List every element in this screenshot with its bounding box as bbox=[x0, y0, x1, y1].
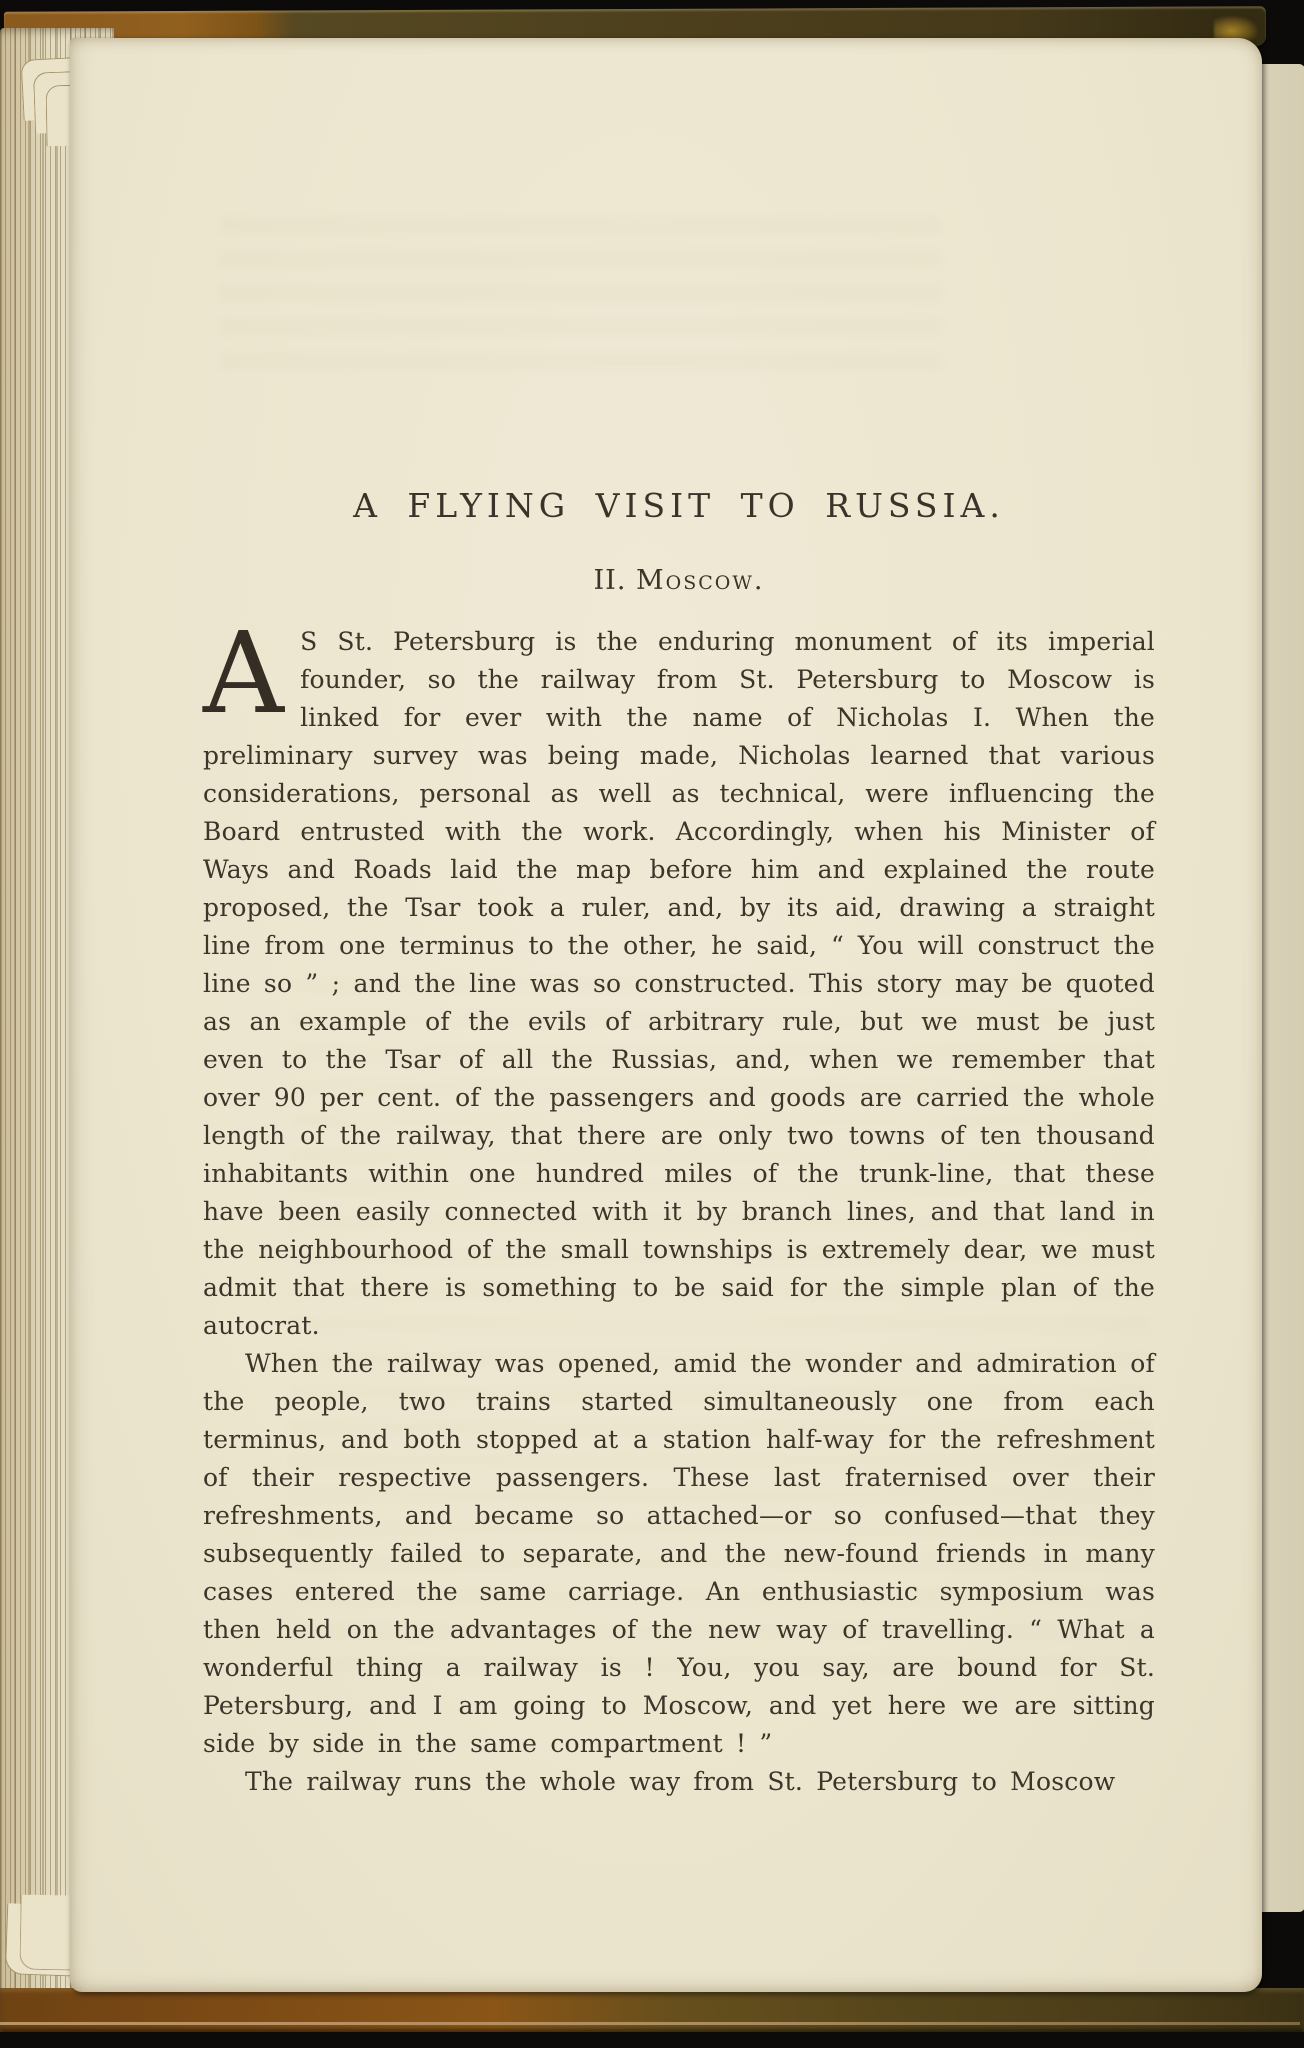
book-cover-bottom-edge bbox=[0, 1988, 1304, 2032]
paragraph-1 bbox=[203, 609, 1155, 1345]
paragraph-2: When the railway was opened, amid the wonder and admiration of the people, two trains started simultaneously one from each terminus, and both stopped at a station half-way for the refreshment of their respective passengers. These last fraternised over their refreshments, and became so attached—or so confused—that they subsequently failed to separate, and the new-found friends in many cases entered the same carriage. An enthusiastic symposium was then held on the advantages of the new way of travelling. “ What a wonderful thing a railway is ! You, you say, are bound for St. Petersburg, and I am going to Moscow, and yet here we are sitting side by side in the same compartment ! ” bbox=[203, 1349, 1155, 1758]
drop-cap: A bbox=[203, 609, 285, 739]
ink-showthrough bbox=[220, 218, 940, 388]
book-page bbox=[70, 38, 1262, 1992]
chapter-title: A FLYING VISIT TO RUSSIA. bbox=[353, 486, 1005, 525]
paragraph-3: The railway runs the whole way from St. Petersburg to Moscow bbox=[245, 1767, 1116, 1796]
cover-bottom-gilt-line bbox=[0, 2022, 1300, 2025]
page-content bbox=[203, 488, 1155, 1801]
section-heading bbox=[203, 564, 1155, 597]
body-text bbox=[203, 609, 1155, 1801]
paragraph-1-text: S St. Petersburg is the enduring monument of its imperial founder, so the railway from St. Petersburg to Moscow is linked for ever with the name of Nicholas I. When the preliminary survey was being made, Nicholas learned that various considerations, personal as well as technical, were influencing the Board entrusted with the work. Accordingly, when his Minister of Ways and Roads laid the map before him and explained the route proposed, the Tsar took a ruler, and, by its aid, drawing a straight line from one terminus to the other, he said, “ You will construct the line so ” ; and the line was so constructed. This story may be quoted as an example of the evils of arbitrary rule, but we must be just even to the Tsar of all the Russias, and, when we remember that over 90 per cent. of the passengers and goods are carried the whole length of the railway, that there are only two towns of ten thousand inhabitants within one hundred miles of the trunk-line, that these have been easily connected with it by branch lines, and that land in the neighbourhood of the small townships is extremely dear, we must admit that there is something to be said for the simple plan of the autocrat. bbox=[203, 627, 1155, 1340]
section-name: Moscow. bbox=[636, 565, 765, 596]
section-number: II. bbox=[593, 565, 627, 596]
